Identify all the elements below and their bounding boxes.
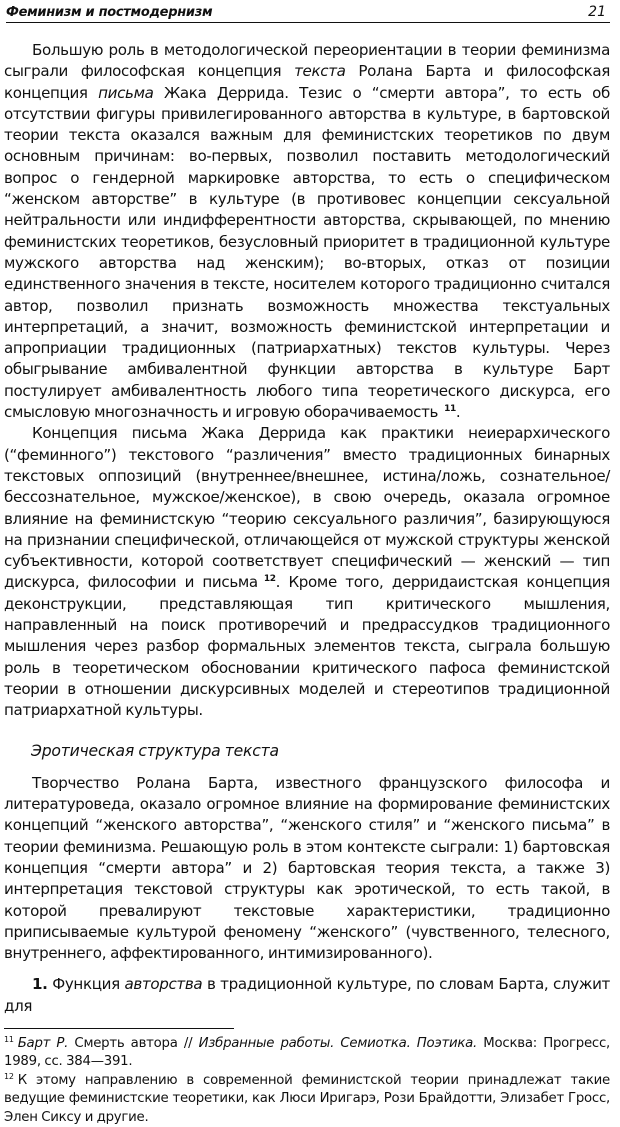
footnote-ref: 11 (444, 404, 456, 415)
text-run: в традиционной культуре, по словам Барта, служит для (4, 975, 610, 1015)
emphasis: текста (294, 62, 346, 81)
list-number: 1. (32, 975, 48, 994)
paragraph (4, 40, 610, 423)
text-run: Жака Деррида. Тезис о “смерти автора”, то есть об отсутствии фигуры привилегированного авторства в культуре, в бартовской теории текста оказался важным для феминистских теоретиков по двум основным причинам: во-первых, позволил поставить методологический вопрос о гендерной маркировке авторства, то есть о специфическом “женском авторстве” в культуре (в противовес концепции сексуальной нейтральности или индифферентности авторства, скрывающей, по мнению феминистских теоретиков, безусловный приоритет в традиционной культуре мужского авторства над женским); во-вторых, отказ от позиции единственного значения в тексте, носителем которого традиционно считался автор, позволил признать возможность множества текстуальных интерпретаций, а значит, возможность феминистской интерпретации и апроприации традиционных (патриархатных) текстов культуры. Через обыгрывание амбивалентной функции авторства в культуре Барт постулирует амбивалентность любого типа теоретического дискурса, его смысловую многозначность и игровую оборачиваемость (4, 83, 611, 422)
text-run: Функция (47, 975, 125, 994)
text-run: . (455, 403, 461, 422)
emphasis: авторства (124, 975, 203, 994)
text-run: Большую роль в методологической переориентации в теории феминизма сыграли философская концепция (4, 41, 610, 81)
paragraph (4, 974, 610, 1017)
section-heading: Эротическая структура текста (31, 741, 279, 760)
text-run: Смерть автора // (68, 1036, 199, 1052)
text-run: Концепция письма Жака Деррида как практики неиерархического (“феминного”) текстового “различения” вместо традиционных бинарных текстовых оппозиций (внутреннее/внешнее, истина/ложь, сознательное/бессознательное, мужское/женское), в свою очередь, оказала огромное влияние на феминистскую “теорию сексуального различия”, базирующуюся на признании специфической, отличающейся от мужской структуры женской субъективности, которой соответствует специфический — женский — тип дискурса, философии и письма (4, 424, 610, 592)
footnote (4, 1072, 610, 1127)
footnote (4, 1035, 610, 1072)
footnote-text: К этому направлению в современной феминистской теории принадлежат такие ведущие феминистские теоретики, как Люси Иригарэ, Рози Брайдотти, Элизабет Гросс, Элен Сиксу и другие. (4, 1072, 610, 1125)
footnotes (4, 1035, 610, 1127)
footnote-mark: 11 (4, 1035, 14, 1045)
footnote-author: Барт Р. (17, 1036, 69, 1052)
emphasis: письма (98, 83, 154, 102)
page-header (6, 0, 610, 23)
text-run: . Кроме того, дерридаистская концепция деконструкции, представляющая тип критического мышления, направленный на поиск противоречий и предрассудков традиционного мышления через разбор формальных элементов текста, сыграла большую роль в теоретическом обосновании критического пафоса феминистской теории в отношении дискурсивных моделей и стереотипов традиционной патриархатной культуры. (4, 573, 610, 720)
paragraph (4, 423, 610, 721)
page-number: 21 (588, 4, 606, 20)
running-title: Феминизм и постмодернизм (6, 5, 213, 20)
main-text (4, 40, 610, 1017)
footnote-divider (4, 1028, 234, 1029)
text-run: Москва: Прогресс, 1989, сс. 384—391. (4, 1036, 610, 1070)
emphasis: Избранные работы. Семиотка. Поэтика. (198, 1036, 478, 1052)
footnote-ref: 12 (263, 574, 276, 585)
paragraph: Творчество Ролана Барта, известного французского философа и литературоведа, оказало огромное влияние на формирование феминистских концепций “женского авторства”, “женского стиля” и “женского письма” в теории феминизма. Решающую роль в этом контексте сыграли: 1) бартовская концепция “смерти автора” и 2) бартовская теория текста, а также 3) интерпретация текстовой структуры как эротической, то есть такой, в которой превалируют текстовые характеристики, традиционно приписываемые культурой феномену “женского” (чувственного, телесного, внутреннего, аффектированного, интимизированного). (4, 773, 610, 963)
text-run: Ролана Барта и философская концепция (4, 62, 610, 102)
footnote-mark: 12 (4, 1071, 14, 1081)
